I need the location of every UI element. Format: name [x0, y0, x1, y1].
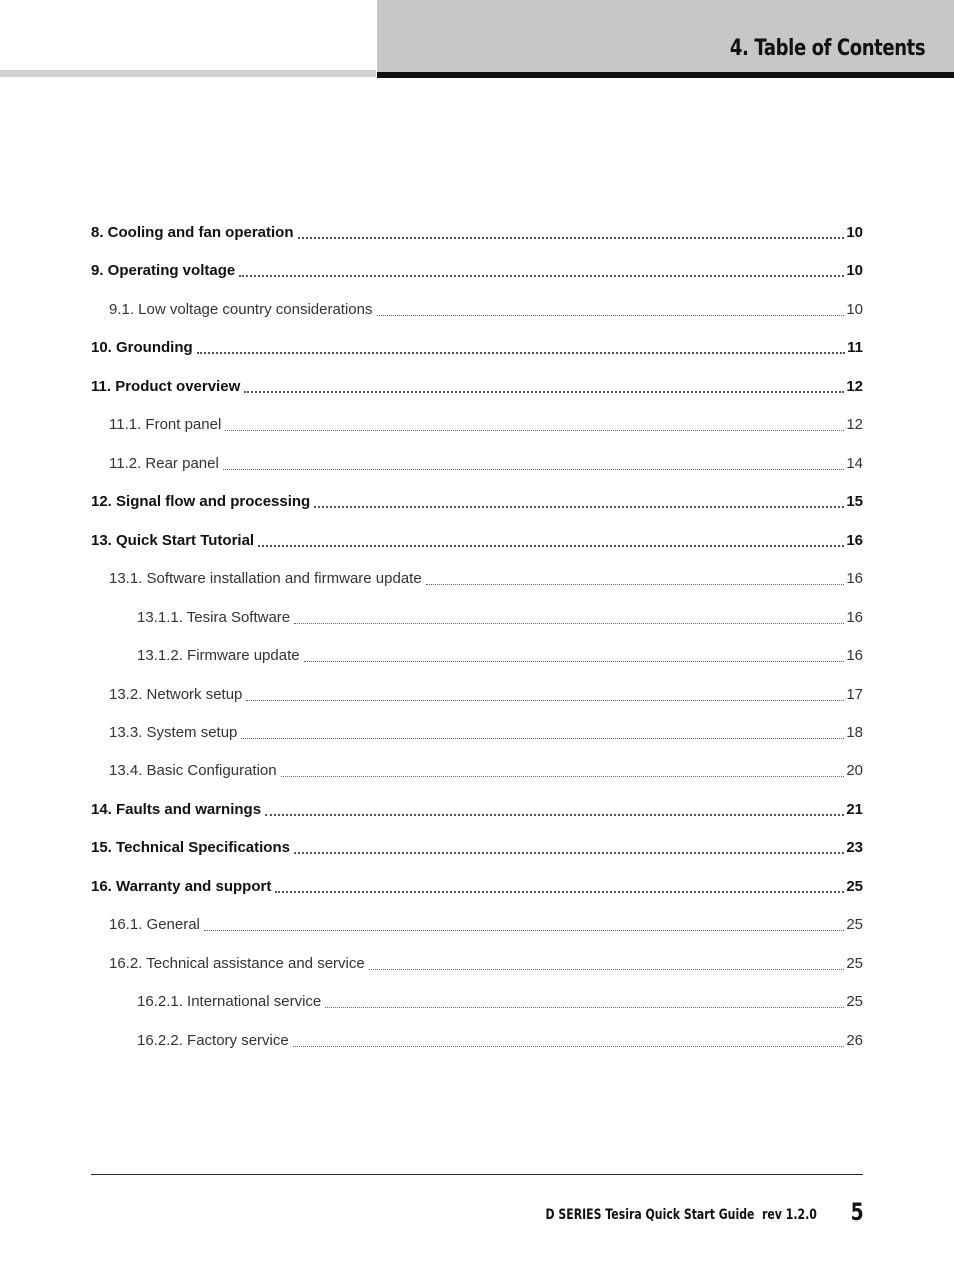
toc-entry-page: 18: [846, 724, 863, 741]
toc-entry-label: 11.2. Rear panel: [109, 455, 219, 472]
toc-entry[interactable]: [137, 647, 863, 669]
footer-document-title: D SERIES Tesira Quick Start Guide rev 1.2.0: [545, 1207, 817, 1223]
toc-entry[interactable]: [91, 378, 863, 400]
toc-entry[interactable]: [91, 339, 863, 361]
toc-entry-label: 16.1. General: [109, 916, 200, 933]
toc-entry[interactable]: [109, 724, 863, 746]
toc-entry[interactable]: [91, 801, 863, 823]
toc-leader-dots: [293, 1046, 845, 1047]
toc-leader-dots: [304, 661, 845, 662]
toc-entry-label: 16.2.1. International service: [137, 993, 322, 1010]
page-title: 4. Table of Contents: [729, 36, 925, 61]
header-accent-bar-right: [377, 72, 954, 78]
toc-entry[interactable]: [137, 609, 863, 631]
toc-entry-page: 16: [846, 609, 863, 626]
toc-entry-page: 16: [846, 570, 863, 587]
toc-leader-dots: [246, 700, 844, 701]
toc-entry-label: 9. Operating voltage: [91, 262, 236, 279]
toc-entry-page: 11: [847, 339, 863, 356]
toc-entry[interactable]: [109, 916, 863, 938]
footer-divider: [91, 1174, 863, 1175]
toc-leader-dots: [265, 814, 844, 816]
toc-leader-dots: [258, 545, 844, 547]
toc-entry-label: 13.4. Basic Configuration: [109, 762, 277, 779]
toc-entry-page: 23: [846, 839, 863, 856]
toc-entry-page: 16: [846, 647, 863, 664]
toc-entry[interactable]: [137, 993, 863, 1015]
toc-entry-page: 10: [846, 301, 863, 318]
toc-leader-dots: [369, 969, 845, 970]
toc-entry[interactable]: [109, 686, 863, 708]
toc-entry[interactable]: [91, 224, 863, 246]
toc-entry-page: 12: [846, 416, 863, 433]
toc-entry[interactable]: [109, 955, 863, 977]
toc-leader-dots: [377, 315, 845, 316]
toc-entry-page: 25: [846, 955, 863, 972]
toc-entry-page: 12: [846, 378, 863, 395]
toc-leader-dots: [314, 506, 844, 508]
toc-leader-dots: [298, 237, 845, 239]
toc-entry-label: 8. Cooling and fan operation: [91, 224, 294, 241]
footer-page-number: 5: [850, 1198, 864, 1226]
toc-entry-page: 17: [846, 686, 863, 703]
toc-entry-page: 25: [846, 993, 863, 1010]
header-accent-bar-left: [0, 70, 376, 77]
toc-leader-dots: [204, 930, 844, 931]
toc-entry-page: 26: [846, 1032, 863, 1049]
toc-entry[interactable]: [91, 493, 863, 515]
toc-entry-label: 14. Faults and warnings: [91, 801, 262, 818]
toc-entry-page: 25: [846, 916, 863, 933]
toc-entry-label: 9.1. Low voltage country considerations: [109, 301, 373, 318]
toc-entry[interactable]: [109, 762, 863, 784]
toc-leader-dots: [197, 352, 845, 354]
toc-entry-page: 10: [846, 224, 863, 241]
toc-entry[interactable]: [91, 262, 863, 284]
toc-leader-dots: [241, 738, 844, 739]
toc-entry-label: 13.1.1. Tesira Software: [137, 609, 291, 626]
toc-entry-label: 16. Warranty and support: [91, 878, 272, 895]
toc-entry-label: 13.1.2. Firmware update: [137, 647, 300, 664]
toc-entry-page: 15: [846, 493, 863, 510]
toc-entry[interactable]: [91, 532, 863, 554]
toc-leader-dots: [239, 275, 844, 277]
toc-entry-label: 11.1. Front panel: [109, 416, 222, 433]
toc-entry-page: 21: [846, 801, 863, 818]
toc-entry[interactable]: [109, 455, 863, 477]
toc-leader-dots: [275, 891, 844, 893]
toc-leader-dots: [294, 623, 844, 624]
toc-entry-page: 14: [846, 455, 863, 472]
toc-entry-label: 13.1. Software installation and firmware update: [109, 570, 422, 587]
toc-entry-label: 13.2. Network setup: [109, 686, 243, 703]
toc-entry[interactable]: [91, 878, 863, 900]
toc-leader-dots: [281, 776, 845, 777]
toc-entry-page: 20: [846, 762, 863, 779]
toc-entry-label: 16.2.2. Factory service: [137, 1032, 289, 1049]
toc-leader-dots: [244, 391, 844, 393]
toc-entry[interactable]: [109, 301, 863, 323]
toc-entry[interactable]: [109, 416, 863, 438]
toc-entry-label: 13.3. System setup: [109, 724, 238, 741]
toc-entry[interactable]: [137, 1032, 863, 1054]
toc-entry[interactable]: [91, 839, 863, 861]
toc-entry-label: 11. Product overview: [91, 378, 241, 395]
toc-entry-label: 12. Signal flow and processing: [91, 493, 311, 510]
toc-entry[interactable]: [109, 570, 863, 592]
toc-entry-label: 10. Grounding: [91, 339, 193, 356]
toc-leader-dots: [426, 584, 845, 585]
toc-entry-label: 13. Quick Start Tutorial: [91, 532, 255, 549]
toc-entry-page: 10: [846, 262, 863, 279]
toc-entry-page: 25: [846, 878, 863, 895]
toc-entry-label: 16.2. Technical assistance and service: [109, 955, 365, 972]
toc-entry-page: 16: [846, 532, 863, 549]
toc-leader-dots: [223, 469, 845, 470]
toc-leader-dots: [294, 852, 844, 854]
toc-entry-label: 15. Technical Specifications: [91, 839, 290, 856]
toc-leader-dots: [325, 1007, 844, 1008]
toc-leader-dots: [225, 430, 844, 431]
